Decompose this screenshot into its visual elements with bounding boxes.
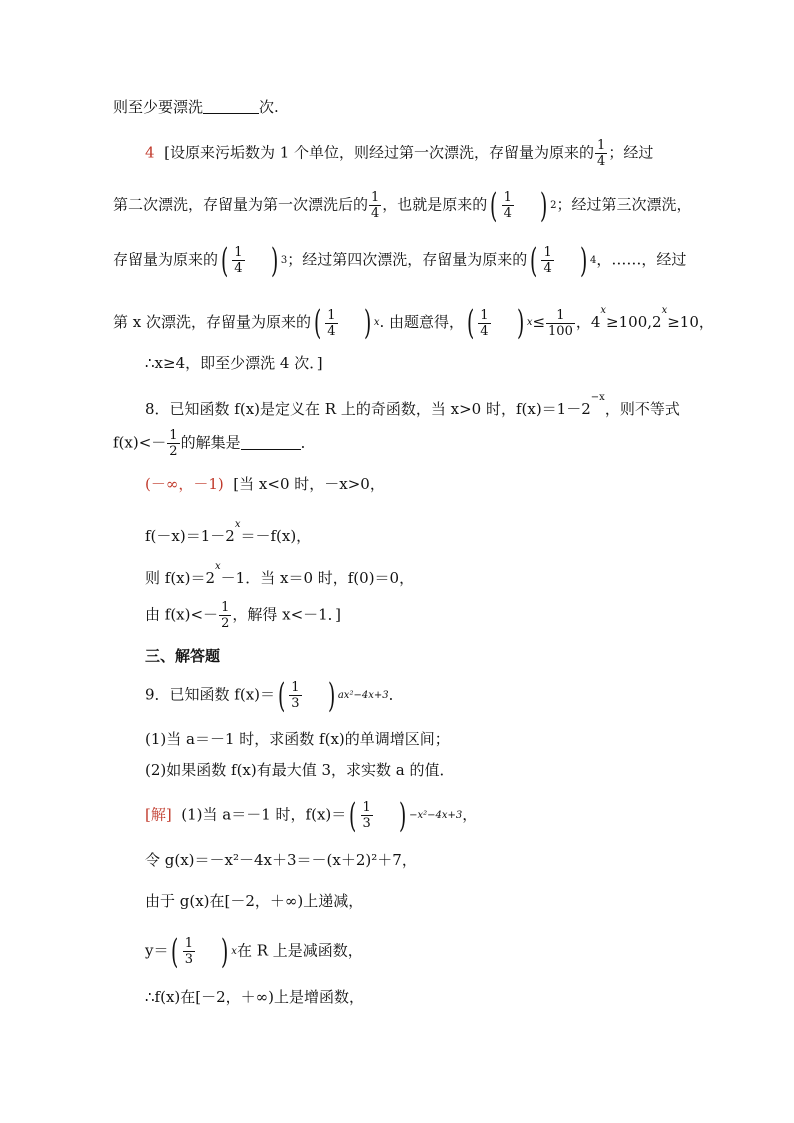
q9-line-1: 9．已知函数 f(x)＝ ( $\frac{1}{3}$ ) ax²−4x+3 ． xyxy=(145,675,404,716)
fraction-1-2: $\frac{1}{2}$ xyxy=(169,428,178,459)
paren-fraction: ( $\frac{1}{4}$ ) 4 xyxy=(530,240,597,281)
a9-line-3: 由于 g(x)在[－2，＋∞)上递减， xyxy=(145,892,364,910)
q8-line-1: 8．已知函数 f(x)是定义在 R 上的奇函数，当 x>0 时，$f(x)=1-2^{-x}$，则不等式 xyxy=(145,392,680,418)
a8-line-3: 则 $f(x)=2^x-1$．当 x＝0 时，f(0)＝0， xyxy=(145,561,415,587)
a9-line-4: y＝ ( $\frac{1}{3}$ ) x 在 R 上是减函数， xyxy=(145,931,363,972)
a7-line-5: ∴x≥4，即至少漂洗 4 次．] xyxy=(145,354,323,372)
a8-line-4: 由 f(x)<－ $\frac{1}{2}$ ，解得 x<－1．] xyxy=(145,600,342,631)
a8-line-2: $f(-x)=1-2^x=-f(x)$， xyxy=(145,519,312,545)
section-heading: 三、解答题 xyxy=(145,649,221,665)
paren-fraction: ( $\frac{1}{4}$ ) x xyxy=(313,303,380,343)
a9-line-5: ∴f(x)在[－2，＋∞)上是增函数， xyxy=(145,988,365,1006)
q8-line-2: f(x)<－ $\frac{1}{2}$ 的解集是 ． xyxy=(113,428,316,459)
a7-line-2: 第二次漂洗，存留量为第一次漂洗后的 $\frac{1}{4}$ ，也就是原来的 ( $\frac{1}{4}$ ) 2 ；经过第三次漂洗， xyxy=(113,185,692,226)
paren-fraction: ( $\frac{1}{3}$ ) ax²−4x+3 xyxy=(278,675,389,716)
fraction-1-4: $\frac{1}{4}$ xyxy=(597,138,606,169)
paren-fraction: ( $\frac{1}{4}$ ) x xyxy=(466,303,533,343)
paren-fraction: ( $\frac{1}{4}$ ) 2 xyxy=(490,185,557,226)
fraction-1-4: $\frac{1}{4}$ xyxy=(371,190,380,221)
a7-answer: 4 xyxy=(145,143,155,162)
a7-line-3: 存留量为原来的 ( $\frac{1}{4}$ ) 3 ；经过第四次漂洗，存留量为原来的 ( $\frac{1}{4}$ ) 4 ，……，经过 xyxy=(113,240,687,281)
a9-tag: [解] xyxy=(145,805,172,824)
a7-line-1: 4 [设原来污垢数为 1 个单位，则经过第一次漂洗，存留量为原来的 $\frac{1}{4}$ ；经过 xyxy=(145,138,654,169)
q9-line-3: (2)如果函数 f(x)有最大值 3，求实数 a 的值． xyxy=(145,761,455,779)
paren-fraction: ( $\frac{1}{4}$ ) 3 xyxy=(221,240,288,281)
a8-answer: (－∞，－1) xyxy=(145,475,224,493)
answer-blank xyxy=(203,99,259,114)
q7-tail-line: 则至少要漂洗 次. xyxy=(113,98,279,116)
answer-blank xyxy=(241,435,301,450)
a9-line-1: [解] (1)当 a＝－1 时，f(x)＝ ( $\frac{1}{3}$ ) −x²−4x+3 ， xyxy=(145,795,478,836)
fraction-1-2: $\frac{1}{2}$ xyxy=(221,600,230,631)
paren-fraction: ( $\frac{1}{3}$ ) x xyxy=(171,931,237,972)
fraction-1-100: $\frac{1}{100}$ xyxy=(548,307,573,339)
a8-line-1: (－∞，－1) [当 x<0 时，－x>0， xyxy=(145,475,385,493)
a7-line-4: 第 x 次漂洗，存留量为原来的 ( $\frac{1}{4}$ ) x . 由题意得， ( $\frac{1}{4}$ ) x ≤ $\frac{1}{100}$ ，$4^x\ge 100,2^x\ge 10$， xyxy=(113,303,714,343)
a9-line-2: 令 g(x)＝－x²－4x＋3＝－(x＋2)²＋7， xyxy=(145,851,417,869)
q9-line-2: (1)当 a＝－1 时，求函数 f(x)的单调增区间； xyxy=(145,730,450,748)
paren-fraction: ( $\frac{1}{3}$ ) −x²−4x+3 xyxy=(349,795,463,836)
